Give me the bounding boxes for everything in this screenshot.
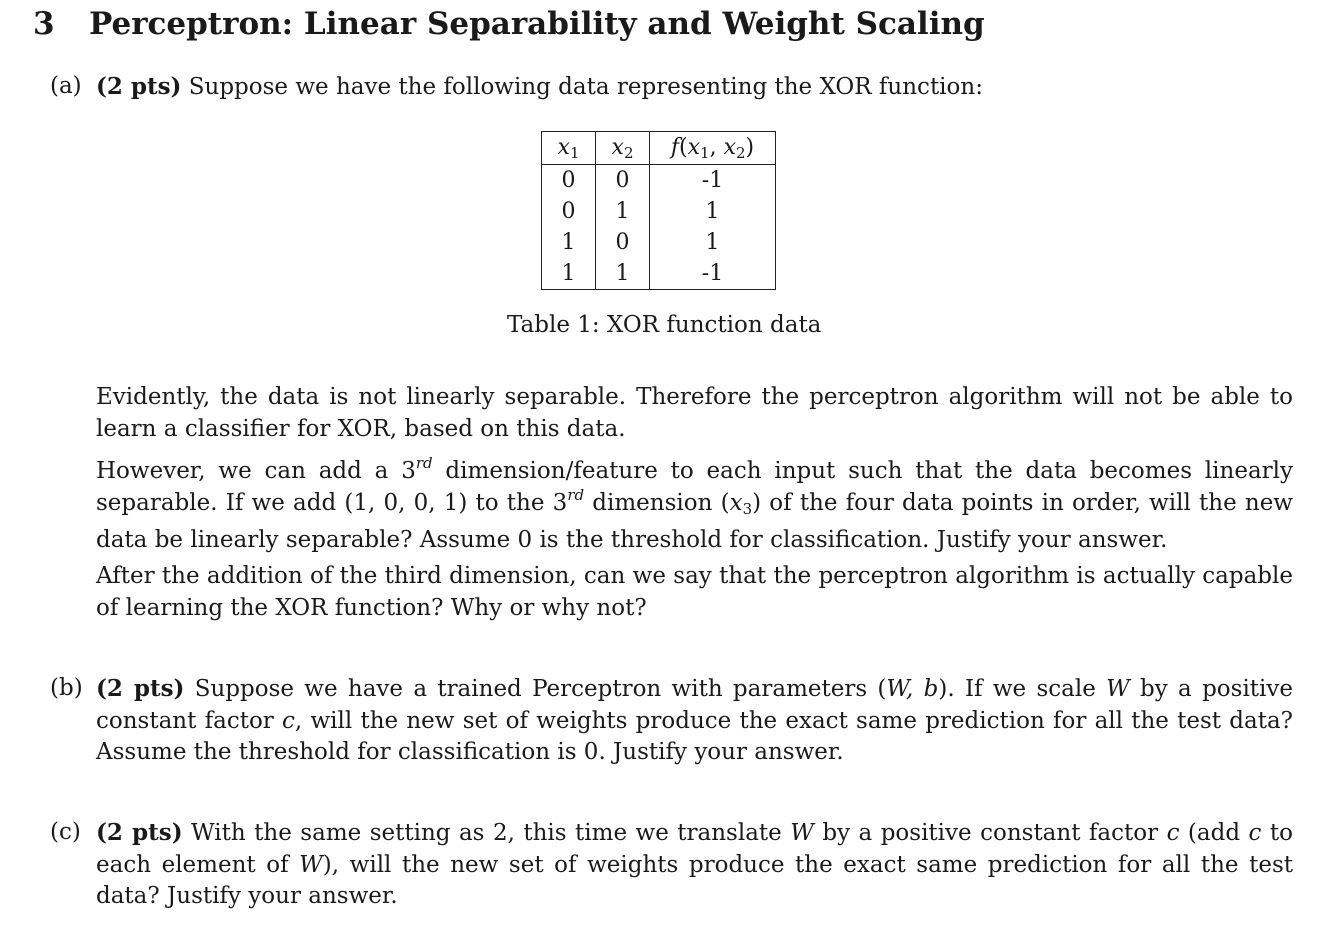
p2-var: x <box>729 489 743 516</box>
part-c-label: (c) <box>50 819 81 845</box>
part-a-intro-text: Suppose we have the following data representing the XOR function: <box>188 74 983 100</box>
part-c-points: (2 pts) <box>96 819 183 846</box>
p2-sup-1: rd <box>415 454 433 472</box>
cell: 0 <box>596 165 650 197</box>
part-c-t5: ), will the new set of weights produce the exact same prediction for all the test data? Justify your answer. <box>96 851 1293 909</box>
part-c-m1: W <box>790 820 814 846</box>
part-c-t2: by a positive constant factor <box>813 820 1167 846</box>
part-b-text <box>96 673 1293 769</box>
p2-sub: 3 <box>742 499 753 518</box>
part-c-t4: to each element of <box>96 820 1293 878</box>
table-row <box>542 165 776 197</box>
p2-text-2: dimension/feature to each input such that the data becomes linearly separable. If we add (1, 0, 0, 1) to the 3 <box>96 458 1293 516</box>
table-row <box>542 227 776 258</box>
p2-text-3: dimension ( <box>584 489 730 516</box>
table-caption: Table 1: XOR function data <box>507 312 822 338</box>
part-c-t3: (add <box>1179 820 1249 846</box>
cell: -1 <box>650 165 776 197</box>
part-a-intro <box>96 71 983 104</box>
cell: 0 <box>596 227 650 258</box>
part-a-points: (2 pts) <box>96 73 182 100</box>
part-a-paragraph-1: Evidently, the data is not linearly separable. Therefore the perceptron algorithm will not be able to learn a classifier for XOR, based on this data. <box>96 384 1293 442</box>
part-b-m1: W, b <box>886 676 939 702</box>
cell: 1 <box>650 227 776 258</box>
cell: 1 <box>542 258 596 290</box>
header-x2: $x_2$ <box>596 132 650 165</box>
cell: -1 <box>650 258 776 290</box>
part-b-label: (b) <box>50 675 83 701</box>
part-b-m3: c <box>282 707 295 734</box>
p2-text-4: ) of the four data points in order, will the new data be linearly separable? Assume 0 is the threshold for classification. Justify your answer. <box>96 489 1293 553</box>
part-a-paragraph-2 <box>96 456 1293 557</box>
part-c-m4: W <box>299 851 323 878</box>
cell: 0 <box>542 196 596 227</box>
part-a-paragraph-3: After the addition of the third dimension, can we say that the perceptron algorithm is actually capable of learning the XOR function? Why or why not? <box>96 563 1293 621</box>
xor-table <box>541 131 776 290</box>
part-c-m3: c <box>1248 820 1262 846</box>
cell: 0 <box>542 165 596 197</box>
part-b-points: (2 pts) <box>96 675 185 702</box>
cell: 1 <box>650 196 776 227</box>
part-b-t2: ). If we scale <box>938 676 1107 702</box>
section-title: Perceptron: Linear Separability and Weight Scaling <box>89 6 985 42</box>
part-b-t4: , will the new set of weights produce the exact same prediction for all the test data? Assume the threshold for classification is 0. Justify your answer. <box>96 707 1294 765</box>
p2-sup-2: rd <box>567 485 585 504</box>
header-x1: $x_1$ <box>542 132 596 165</box>
p2-text-1: However, we can add a 3 <box>96 458 416 484</box>
header-f: $f(x_1$, $x_2$) <box>650 132 776 165</box>
part-c-text <box>96 817 1293 913</box>
table-row <box>542 196 776 227</box>
part-b-m2: W <box>1106 676 1130 702</box>
part-b-t1: Suppose we have a trained Perceptron with parameters ( <box>184 676 887 702</box>
table-header-row <box>542 132 776 165</box>
part-b-t3: by a positive constant factor <box>96 676 1294 734</box>
section-number: 3 <box>33 6 55 42</box>
cell: 1 <box>596 258 650 290</box>
cell: 1 <box>596 196 650 227</box>
part-a-label: (a) <box>50 73 82 99</box>
table-row <box>542 258 776 290</box>
cell: 1 <box>542 227 596 258</box>
part-c-m2: c <box>1166 820 1180 846</box>
part-c-t1: With the same setting as 2, this time we translate <box>182 820 791 846</box>
